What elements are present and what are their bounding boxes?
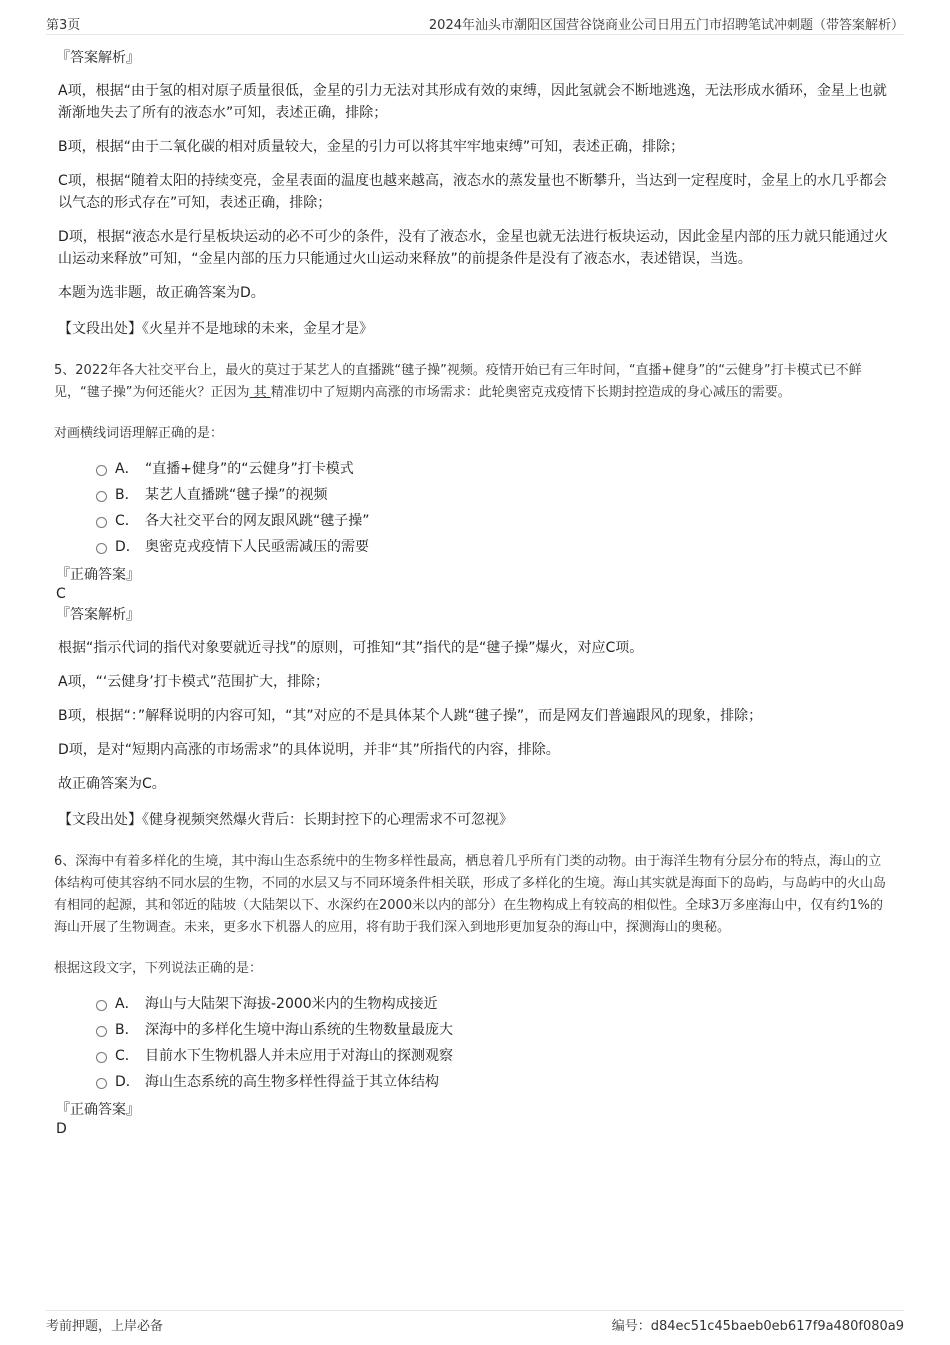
document-id: 编号：d84ec51c45baeb0eb617f9a480f080a9 xyxy=(611,1319,904,1334)
analysis-paragraph: C项，根据“随着太阳的持续变亮，金星表面的温度也越来越高，液态水的蒸发量也不断攀升，当达到一定程度时，金星上的水几乎都会以气态的形式存在”可知，表述正确，排除； xyxy=(58,173,888,211)
option-letter: A． xyxy=(115,996,139,1012)
analysis-paragraph: B项，根据“：”解释说明的内容可知，“其”对应的不是具体某个人跳“毽子操”，而是网友们普遍跟风的现象，排除； xyxy=(58,708,763,724)
option-b[interactable] xyxy=(96,481,894,507)
correct-answer: C xyxy=(56,586,66,602)
question-5-underlined-word: 其 xyxy=(249,385,271,400)
page-number: 第3页 xyxy=(46,18,81,33)
radio-icon[interactable] xyxy=(96,1052,107,1063)
option-a[interactable] xyxy=(96,990,894,1016)
analysis-conclusion: 本题为选非题，故正确答案为D。 xyxy=(58,285,265,301)
radio-icon[interactable] xyxy=(96,517,107,528)
footer-slogan: 考前押题，上岸必备 xyxy=(46,1319,164,1334)
page-header xyxy=(46,12,904,35)
question-6-options xyxy=(96,990,894,1094)
document-title: 2024年汕头市潮阳区国营谷饶商业公司日用五门市招聘笔试冲刺题（带答案解析） xyxy=(428,18,904,33)
radio-icon[interactable] xyxy=(96,1026,107,1037)
page-footer xyxy=(46,1310,904,1335)
question-6-stem: 6、深海中有着多样化的生境，其中海山生态系统中的生物多样性最高，栖息着几乎所有门类的动物。由于海洋生物有分层分布的特点，海山的立体结构可使其容纳不同水层的生物，不同的水层又与不同环境条件相关联，形成了多样化的生境。海山其实就是海面下的岛屿，与岛屿中的火山岛有相同的起源，其和邻近的陆坡（大陆架以下、水深约在2000米以内的部分）在生物构成上有较高的相似性。全球3万多座海山中，仅有约1%的海山开展了生物调查。未来，更多水下机器人的应用，将有助于我们深入到地形更加复杂的海山中，探测海山的奥秘。 xyxy=(54,854,887,935)
analysis-paragraph: B项，根据“由于二氧化碳的相对质量较大，金星的引力可以将其牢牢地束缚”可知，表述正确，排除； xyxy=(58,139,685,155)
radio-icon[interactable] xyxy=(96,543,107,554)
analysis-paragraph: A项，“‘云健身’打卡模式”范围扩大，排除； xyxy=(58,674,329,690)
option-text: 某艺人直播跳“毽子操”的视频 xyxy=(145,487,328,503)
analysis-paragraph: A项，根据“由于氢的相对原子质量很低，金星的引力无法对其形成有效的束缚，因此氢就会不断地逃逸，无法形成水循环，金星上也就渐渐地失去了所有的液态水”可知，表述正确，排除； xyxy=(58,83,887,121)
analysis-conclusion: 故正确答案为C。 xyxy=(58,776,166,792)
option-b[interactable] xyxy=(96,1016,894,1042)
option-c[interactable] xyxy=(96,507,894,533)
radio-icon[interactable] xyxy=(96,491,107,502)
analysis-label: 『答案解析』 xyxy=(56,607,140,623)
question-5-text-after: 精准切中了短期内高涨的市场需求：此轮奥密克戎疫情下长期封控造成的身心减压的需要。 xyxy=(270,385,791,400)
analysis-paragraph: D项，是对“短期内高涨的市场需求”的具体说明，并非“其”所指代的内容，排除。 xyxy=(58,742,560,758)
option-text: 各大社交平台的网友跟风跳“毽子操” xyxy=(145,513,370,529)
radio-icon[interactable] xyxy=(96,1078,107,1089)
question-5-options xyxy=(96,455,894,559)
question-5-prompt: 对画横线词语理解正确的是： xyxy=(54,426,224,441)
question-5-stem xyxy=(54,360,894,404)
answer-label: 『正确答案』 xyxy=(56,1102,140,1118)
question-5-text-before: 5、2022年各大社交平台上，最火的莫过于某艺人的直播跳“毽子操”视频。疫情开始已有三年时间，“直播+健身”的“云健身”打卡模式已不鲜见，“毽子操”为何还能火？正因为 xyxy=(54,363,862,400)
option-letter: B． xyxy=(115,487,139,503)
question-6-prompt: 根据这段文字，下列说法正确的是： xyxy=(54,961,263,976)
analysis-paragraph: 根据“指示代词的指代对象要就近寻找”的原则，可推知“其”指代的是“毽子操”爆火，对应C项。 xyxy=(58,640,644,656)
option-text: 海山与大陆架下海拔-2000米内的生物构成接近 xyxy=(145,996,438,1012)
option-text: 深海中的多样化生境中海山系统的生物数量最庞大 xyxy=(145,1022,453,1038)
main-content xyxy=(56,44,894,1138)
source-citation: 【文段出处】《火星并不是地球的未来，金星才是》 xyxy=(58,321,373,337)
option-text: “直播+健身”的“云健身”打卡模式 xyxy=(145,461,354,477)
option-letter: D． xyxy=(115,539,140,555)
correct-answer: D xyxy=(56,1121,67,1137)
answer-label: 『正确答案』 xyxy=(56,567,140,583)
radio-icon[interactable] xyxy=(96,1000,107,1011)
option-text: 奥密克戎疫情下人民亟需减压的需要 xyxy=(145,539,369,555)
option-d[interactable] xyxy=(96,1068,894,1094)
radio-icon[interactable] xyxy=(96,465,107,476)
option-d[interactable] xyxy=(96,533,894,559)
analysis-paragraph: D项，根据“液态水是行星板块运动的必不可少的条件，没有了液态水，金星也就无法进行板块运动，因此金星内部的压力就只能通过火山运动来释放”可知，“金星内部的压力只能通过火山运动来释放”的前提条件是没有了液态水，表述错误，当选。 xyxy=(58,229,889,267)
option-c[interactable] xyxy=(96,1042,894,1068)
option-letter: B． xyxy=(115,1022,139,1038)
option-letter: C． xyxy=(115,513,139,529)
option-text: 目前水下生物机器人并未应用于对海山的探测观察 xyxy=(145,1048,453,1064)
source-citation: 【文段出处】《健身视频突然爆火背后：长期封控下的心理需求不可忽视》 xyxy=(58,812,513,828)
option-a[interactable] xyxy=(96,455,894,481)
option-letter: D． xyxy=(115,1074,140,1090)
option-text: 海山生态系统的高生物多样性得益于其立体结构 xyxy=(145,1074,439,1090)
option-letter: C． xyxy=(115,1048,139,1064)
analysis-label: 『答案解析』 xyxy=(56,50,140,66)
option-letter: A． xyxy=(115,461,139,477)
